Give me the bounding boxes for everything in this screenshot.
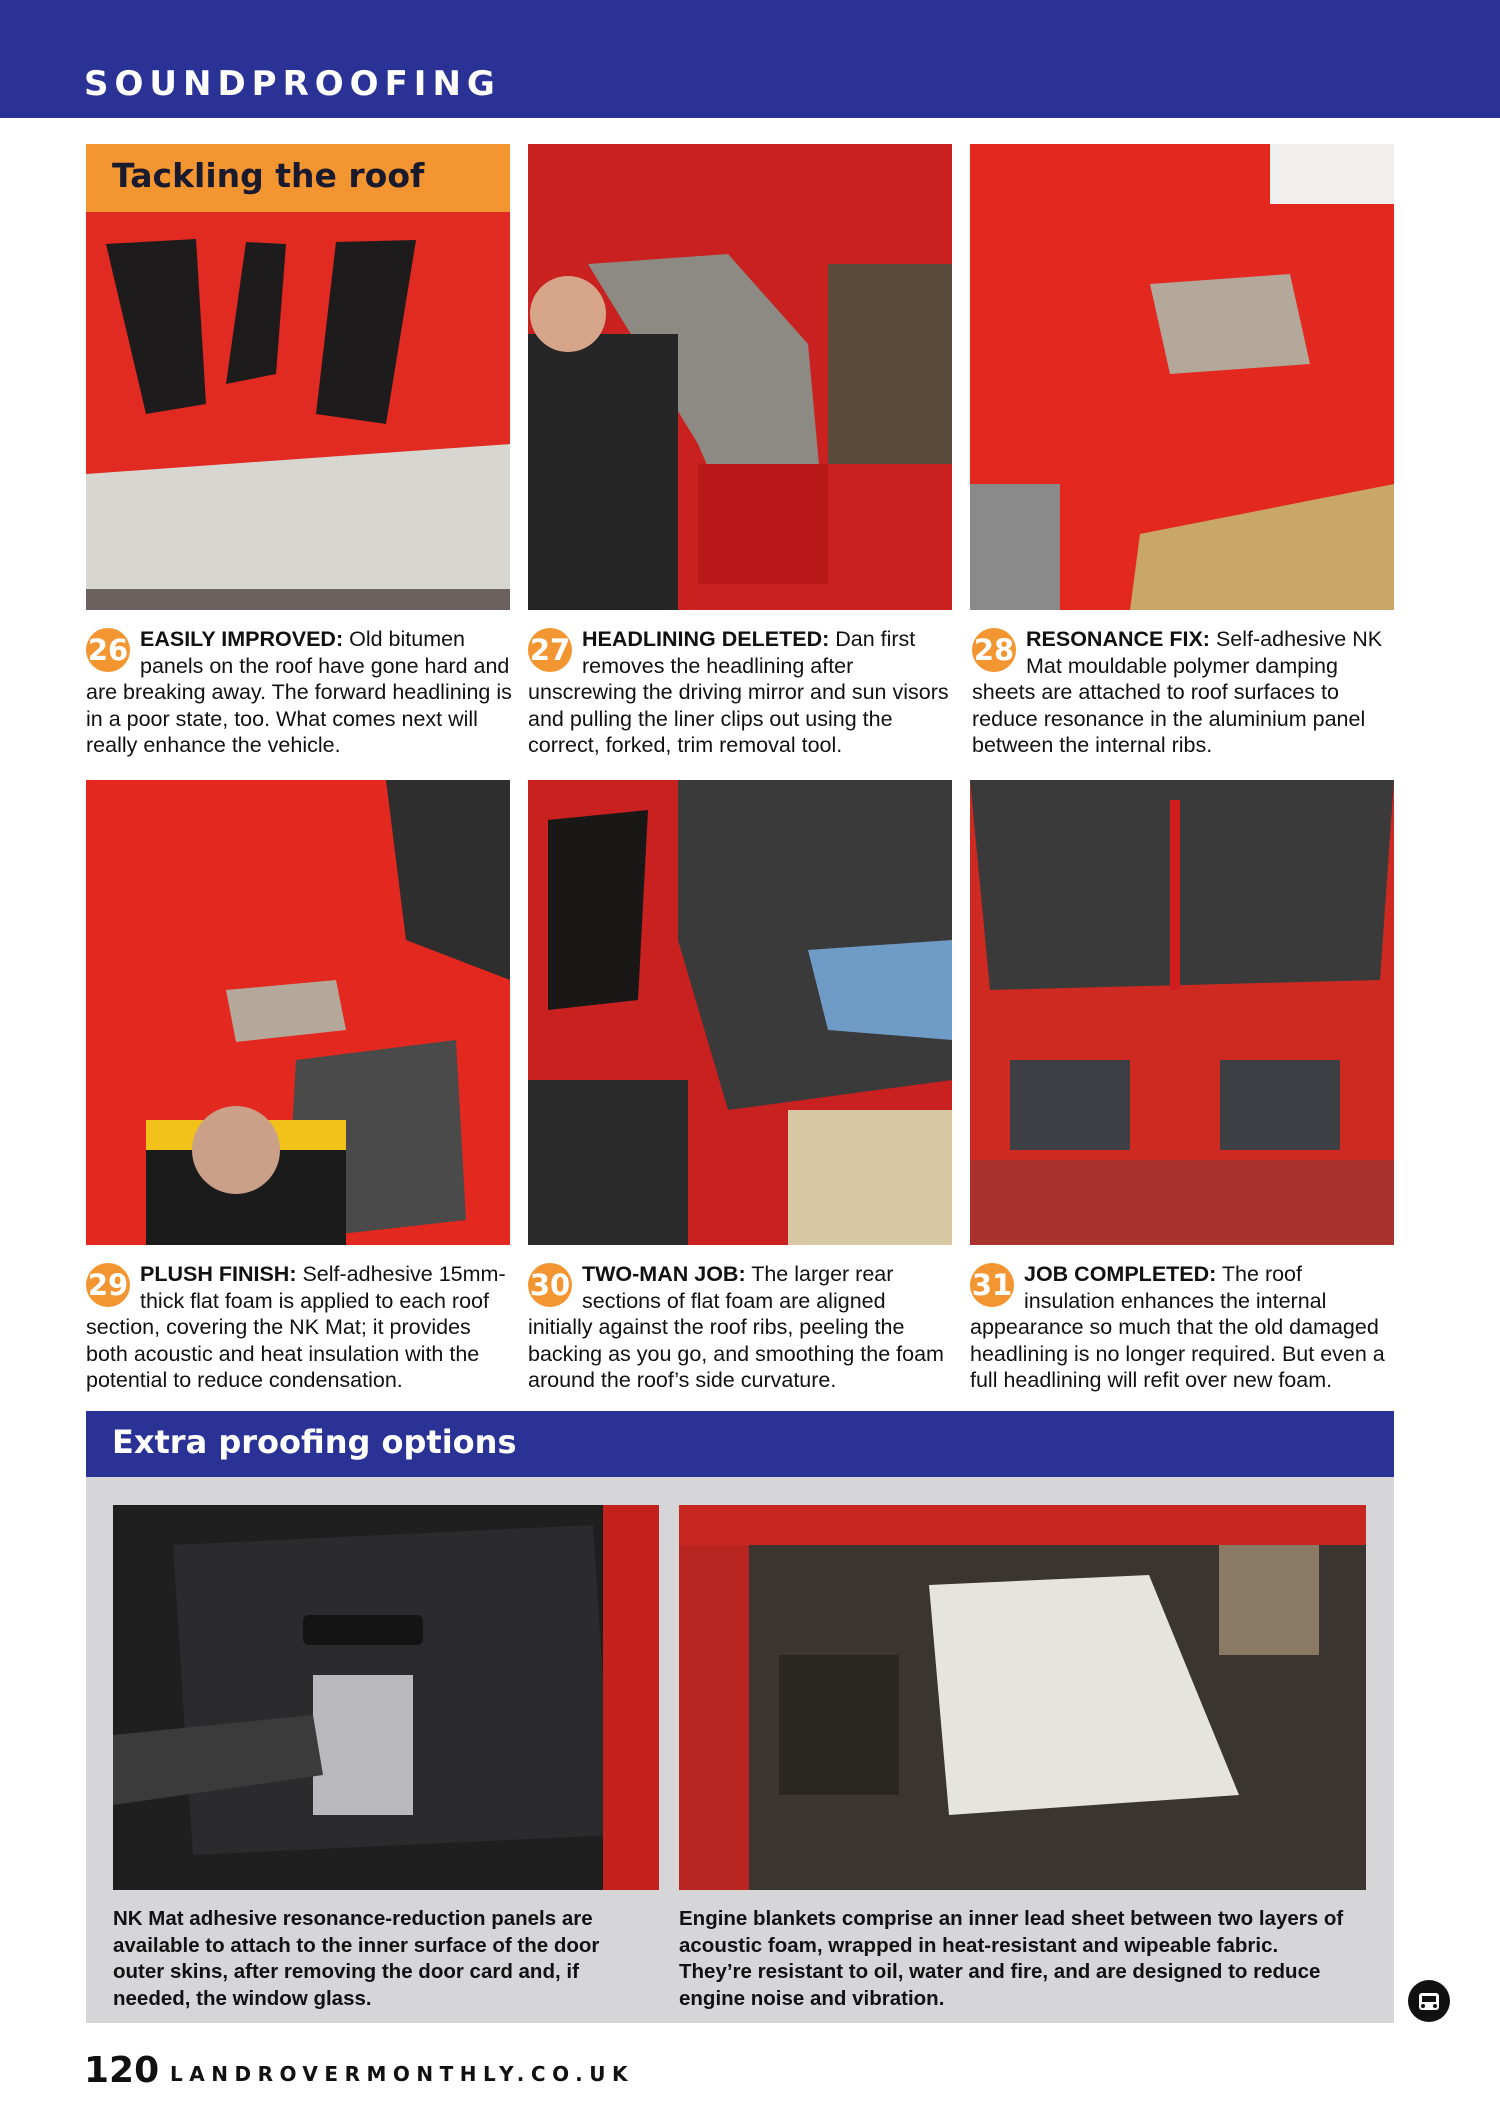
section-heading-roof xyxy=(86,144,510,212)
photo-door-panel xyxy=(113,1505,659,1890)
section-title: Tackling the roof xyxy=(112,156,425,195)
step-number-badge: 27 xyxy=(528,628,572,672)
step-heading: PLUSH FINISH: xyxy=(140,1262,297,1286)
photo-engine-blanket xyxy=(679,1505,1366,1890)
step-text: Dan first removes the headlining after unscrewing the driving mirror and sun visors and pulling the liner clips out using the correct, forked, trim removal tool. xyxy=(528,627,949,757)
photo-step-27 xyxy=(528,144,952,610)
step-heading: EASILY IMPROVED: xyxy=(140,627,344,651)
step-heading: RESONANCE FIX: xyxy=(1026,627,1210,651)
step-text: Old bitumen panels on the roof have gone hard and are breaking away. The forward headlining is in a poor state, too. What comes next will really enhance the vehicle. xyxy=(86,627,512,757)
website-url: LANDROVERMONTHLY.CO.UK xyxy=(170,2062,634,2086)
end-mark-icon xyxy=(1408,1980,1450,2022)
step-heading: HEADLINING DELETED: xyxy=(582,627,830,651)
caption-step-31 xyxy=(970,1261,1396,1394)
caption-engine-blanket: Engine blankets comprise an inner lead sheet between two layers of acoustic foam, wrapped in heat-resistant and wipeable fabric. They’re resistant to oil, water and fire, and are designed to reduce engine noise and vibration. xyxy=(679,1907,1344,2010)
photo-step-28 xyxy=(970,144,1394,610)
photo-step-30 xyxy=(528,780,952,1245)
photo-step-26 xyxy=(86,144,510,610)
photo-step-29 xyxy=(86,780,510,1245)
section-heading-extra xyxy=(86,1411,1394,1477)
caption-step-30 xyxy=(528,1261,956,1394)
step-number-badge: 26 xyxy=(86,628,130,672)
step-heading: JOB COMPLETED: xyxy=(1024,1262,1217,1286)
section-label: SOUNDPROOFING xyxy=(84,64,501,104)
step-text: The larger rear sections of flat foam are aligned initially against the roof ribs, peeling the backing as you go, and smoothing the foam around the roof’s side curvature. xyxy=(528,1262,944,1392)
step-number-badge: 31 xyxy=(970,1263,1014,1307)
caption-step-27 xyxy=(528,626,956,759)
page-number: 120 xyxy=(84,2050,160,2091)
section-title: Extra proofing options xyxy=(112,1423,517,1461)
caption-door-panel: NK Mat adhesive resonance-reduction panels are available to attach to the inner surface of the door outer skins, after removing the door card and, if needed, the window glass. xyxy=(113,1907,600,2010)
step-number-badge: 28 xyxy=(972,628,1016,672)
step-text: The roof insulation enhances the internal appearance so much that the old damaged headlining is no longer required. But even a full headlining will refit over new foam. xyxy=(970,1262,1385,1392)
step-number-badge: 30 xyxy=(528,1263,572,1307)
caption-step-29 xyxy=(86,1261,514,1394)
caption-step-26 xyxy=(86,626,514,759)
photo-step-31 xyxy=(970,780,1394,1245)
step-text: Self-adhesive 15mm-thick flat foam is applied to each roof section, covering the NK Mat; it provides both acoustic and heat insulation with the potential to reduce condensation. xyxy=(86,1262,506,1392)
step-text: Self-adhesive NK Mat mouldable polymer damping sheets are attached to roof surfaces to reduce resonance in the aluminium panel between the internal ribs. xyxy=(972,627,1383,757)
caption-step-28 xyxy=(972,626,1396,759)
step-number-badge: 29 xyxy=(86,1263,130,1307)
step-heading: TWO-MAN JOB: xyxy=(582,1262,746,1286)
